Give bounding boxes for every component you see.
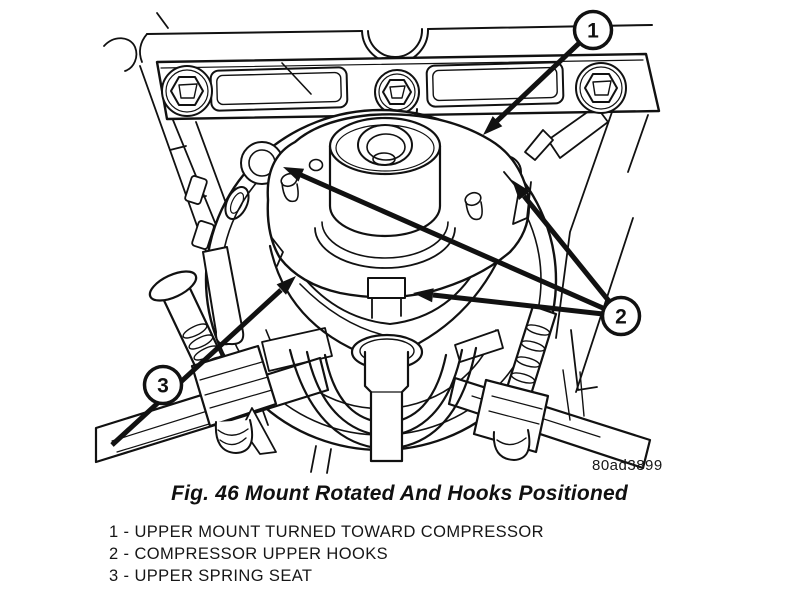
callout-3 (145, 367, 182, 404)
hex-bolt-right (576, 63, 626, 113)
figure-caption: Fig. 46 Mount Rotated And Hooks Positioned (171, 482, 628, 505)
callout-2-number: 2 (615, 305, 627, 329)
figure-code: 80ad3899 (592, 457, 663, 474)
figure-legend (109, 521, 544, 587)
callout-1 (575, 12, 612, 49)
callout-2 (603, 298, 640, 335)
legend-item-1: 1 - UPPER MOUNT TURNED TOWARD COMPRESSOR (109, 523, 544, 541)
legend-item-2: 2 - COMPRESSOR UPPER HOOKS (109, 545, 389, 563)
legend-item-3: 3 - UPPER SPRING SEAT (109, 567, 313, 585)
hex-bolt-left (162, 66, 212, 116)
callout-3-number: 3 (157, 374, 169, 398)
callout-1-number: 1 (587, 19, 599, 43)
hook-tab (368, 278, 405, 298)
